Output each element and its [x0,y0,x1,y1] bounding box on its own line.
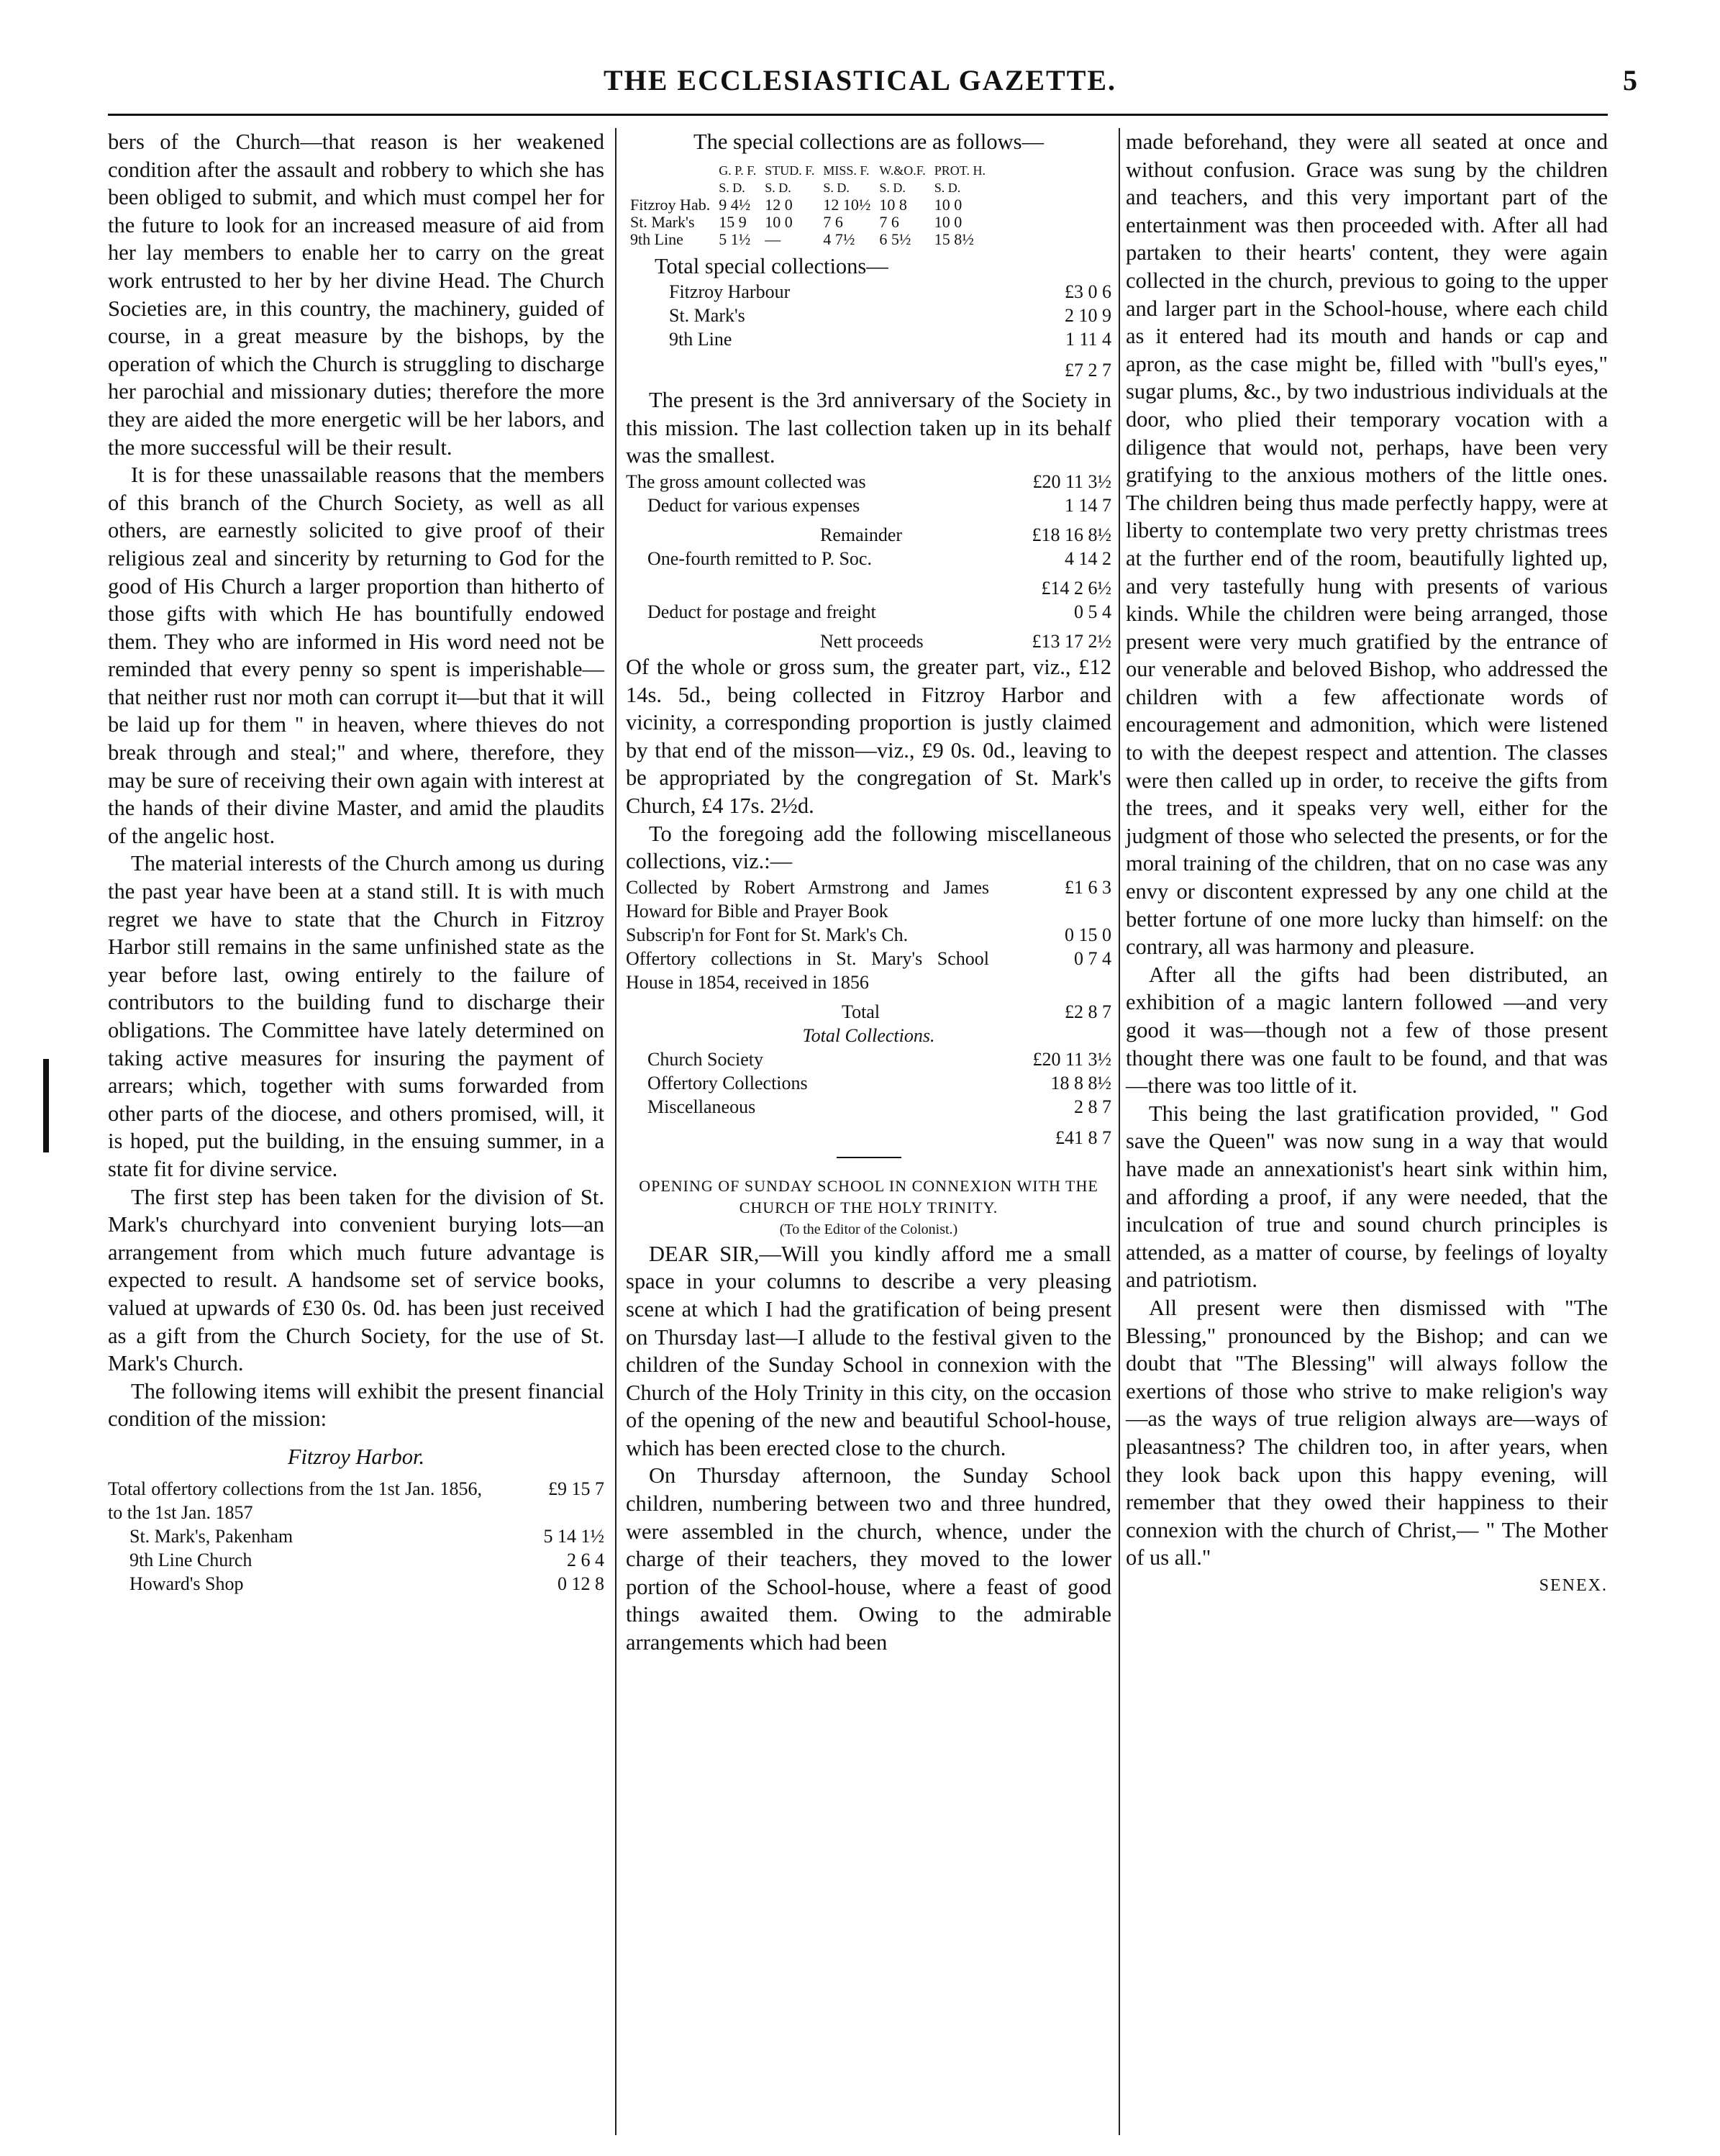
paragraph: This being the last gratification provided, " God save the Queen" was now sung in a way that would have made an annexationist's heart sink within him, and affording a proof, if any were needed, that the inculcation of true and sound church principles is attended, as a matter of course, by feelings of loyalty and patriotism. [1126,1101,1608,1293]
special-row [626,327,1111,351]
row-label: Fitzroy Harbour [669,281,791,303]
misc-row [626,875,1111,923]
paragraph: The first step has been taken for the division of St. Mark's churchyard into convenient burying lots—an arrangement from which much future advantage is expected to result. A handsome set of service books, valued at upwards of £30 0s. 0d. has been just received as a gift from the Church Society, for the use of St. Mark's Church. [108,1184,604,1376]
paragraph: The present is the 3rd anniversary of the Society in this mission. The last collection taken up in its behalf was the smallest. [626,388,1111,468]
row-amount: £1 6 3 [1065,876,1111,898]
section-divider [837,1157,901,1158]
misc-total-row [626,1000,1111,1024]
row-amount: 1 11 4 [1065,329,1111,350]
article-subtitle: (To the Editor of the Colonist.) [779,1221,958,1237]
header-rule [108,114,1608,116]
table-header [626,162,714,179]
row-amount: £13 17 2½ [1032,630,1111,652]
special-row [626,280,1111,304]
grand-total-row [626,1126,1111,1150]
spacer [626,576,989,600]
row-label: Church Society [647,1048,764,1070]
row-label: One-fourth remitted to P. Soc. [647,547,872,569]
row-amount: £3 0 6 [1065,281,1111,303]
table-row [626,231,990,248]
paragraph: Of the whole or gross sum, the greater part, viz., £12 14s. 5d., being collected in Fitzroy Harbor and vicinity, a corresponding proportion is justly claimed by that end of the misson—viz., £9 0s. 0d., leaving to be appropriated by the congregation of St. Mark's Church, £4 17s. 2½d. [626,654,1111,818]
row-amount: £2 8 7 [1065,1001,1111,1022]
row-label: St. Mark's, Pakenham [129,1525,294,1547]
special-total: £7 2 7 [1065,360,1111,381]
paragraph: made beforehand, they were all seated at once and without confusion. Grace was sung by the children and teachers, and this very important part of the entertainment was then proceeded with. After all had partaken to their hearts' content, they were again collected in the church, previous to going to the upper and larger part in the School-house, where each child as it entered had its mouth and hands or cap and apron, as the case might be, filled with "bull's eyes," sugar plums, &c., by two industrious individuals at the door, who plied their temporary vocation with a diligence that would not, perhaps, have been very gratifying to the anxious mothers of the little ones. The children being thus made perfectly happy, were at liberty to contemplate two very pretty christmas trees at the further end of the room, beautifully lighted up, and very tastefully hung with presents of various kinds. While the children were being arranged, those present were very much gratified by the entrance of our venerable and beloved Bishop, who addressed the children with a few affectionate words of encouragement and admonition, which were listened to with the deepest respect and attention. The classes were then called up in order, to receive the gifts from the trees, and it speaks very well, either for the judgment of those who selected the presents, or for the moral training of the children, that on no case was any envy or discontent expressed by any one child at the better fortune of one more lucky than himself: on the contrary, all was harmony and pleasure. [1126,129,1608,960]
row-amount: 2 10 9 [1065,305,1111,327]
table-cell: 15 8½ [934,229,974,248]
row-amount: 0 15 0 [1065,924,1111,945]
offertory-row [108,1548,604,1572]
paragraph: It is for these unassailable reasons that the members of this branch of the Church Society, as well as all others, are earnestly solicited to give proof of their religious zeal and sincerity by returning to God for the good of His Church a larger proportion than hitherto of those gifts with which He has bountifully endowed them. They who are informed in His word need not be reminded that every penny so spent is imperishable—that neither rust nor moth can corrupt it—but that it will be laid up for them " in heaven, where thieves do not break through and steal;" and where, therefore, they may be sure of receiving their own again with interest at the hands of their divine Master, and amid the plaudits of the angelic host. [108,463,604,848]
total-collections-title: Total Collections. [802,1024,935,1046]
margin-mark [43,1059,49,1152]
row-label: Nett proceeds [820,630,924,652]
table-cell: 10 0 [765,212,793,231]
row-amount: 2 6 4 [567,1549,604,1570]
paragraph: After all the gifts had been distributed, an exhibition of a magic lantern followed —and very good it was—though not a few of those present thought there was one fault to be found, and that was—there was too little of it. [1126,962,1608,1099]
special-collections-table [626,162,990,248]
row-amount: 5 14 1½ [543,1525,604,1547]
page-header [0,63,1720,106]
special-total-title: Total special collections— [655,253,888,278]
remainder-row [626,523,1111,547]
table-header [626,179,714,196]
table-header: S. D. [934,180,961,195]
spacer [626,358,989,382]
table-cell: 4 7½ [823,229,855,248]
row-amount: £18 16 8½ [1032,524,1111,545]
table-header: PROT. H. [934,163,986,178]
misc-row [626,947,1111,994]
signature: SENEX. [1539,1575,1608,1595]
collections-row [626,1071,1111,1095]
paragraph: To the foregoing add the following miscellaneous collections, viz.:— [626,821,1111,874]
page-number: 5 [1623,64,1637,96]
table-cell: 5 1½ [719,229,751,248]
gross-row [626,470,1111,493]
row-label: Deduct for various expenses [647,494,860,516]
row-amount: 1 14 7 [1065,494,1111,516]
row-label: Howard's Shop [129,1573,244,1594]
paragraph: The following items will exhibit the present financial condition of the mission: [108,1378,604,1432]
row-label: Offertory Collections [647,1072,808,1093]
row-amount: 2 8 7 [1074,1096,1111,1117]
row-amount: 0 5 4 [1074,601,1111,622]
table-cell: 12 0 [765,195,793,214]
row-label: 9th Line Church [129,1549,252,1570]
table-header: S. D. [719,180,745,195]
row-amount: 0 7 4 [1074,947,1111,969]
table-header: W.&O.F. [879,163,926,178]
table-cell: 9th Line [630,229,683,248]
table-header: S. D. [765,180,791,195]
special-row [626,304,1111,327]
special-total-row [626,358,1111,382]
row-label: Miscellaneous [647,1096,756,1117]
table-cell: 10 0 [934,212,963,231]
table-header: S. D. [879,180,906,195]
table-cell: 7 6 [879,212,899,231]
column-divider-1 [615,128,616,2135]
paragraph: DEAR SIR,—Will you kindly afford me a small space in your columns to describe a very pleasing scene at which I had the gratification of being present on Thursday last—I allude to the festival given to the children of the Sunday School in connexion with the Church of the Holy Trinity in this city, on the occasion of the opening of the new and beautiful School-house, which has been erected close to the church. [626,1241,1111,1460]
row-label: Collected by Robert Armstrong and James Howard for Bible and Prayer Book [626,876,989,922]
article-title: OPENING OF SUNDAY SCHOOL IN CONNEXION WITH THE CHURCH OF THE HOLY TRINITY. [639,1176,1098,1216]
table-header: S. D. [823,180,850,195]
table-cell: 9 4½ [719,195,751,214]
offertory-intro: Total offertory collections from the 1st Jan. 1856, to the 1st Jan. 1857 [108,1478,482,1523]
row-label: Remainder [820,524,903,545]
table-cell: 15 9 [719,212,747,231]
row-label: The gross amount collected was [626,470,866,492]
table-cell: 10 8 [879,195,907,214]
column-divider-2 [1119,128,1120,2135]
paragraph: On Thursday afternoon, the Sunday School children, numbering between two and three hundred, were assembled in the church, whence, under the charge of their teachers, they moved to the lower portion of the School-house, where a feast of good things awaited them. Owing to the admirable arrangements which had been [626,1463,1111,1655]
subtotal-row [626,576,1111,600]
paragraph: The special collections are as follows— [693,129,1044,154]
row-label: Deduct for postage and freight [647,601,876,622]
row-label: 9th Line [669,329,732,350]
table-subheader-row [626,179,990,196]
table-header-row [626,162,990,179]
row-amount: £20 11 3½ [1032,470,1111,492]
nett-row [626,629,1111,653]
collections-row [626,1095,1111,1119]
row-amount: 4 14 2 [1065,547,1111,569]
table-cell: St. Mark's [630,212,695,231]
section-subhead: Fitzroy Harbor. [287,1444,425,1469]
row-label: Offertory collections in St. Mary's School House in 1854, received in 1856 [626,947,989,993]
deduct-row [626,493,1111,517]
column-3 [1126,128,1608,1599]
spacer [626,1126,989,1150]
table-row [626,196,990,214]
table-cell: 10 0 [934,195,963,214]
fourth-row [626,547,1111,570]
row-amount: 18 8 8½ [1050,1072,1111,1093]
collections-row [626,1047,1111,1071]
table-cell: — [765,229,781,248]
column-1 [108,128,604,1596]
table-header: MISS. F. [823,163,870,178]
row-amount: 0 12 8 [558,1573,604,1594]
row-amount: £20 11 3½ [1032,1048,1111,1070]
offertory-total-row [108,1477,604,1524]
paragraph: All present were then dismissed with "The Blessing," pronounced by the Bishop; and can we doubt that "The Blessing" will always follow the exertions of those who strive to make religion's way —as the ways of true religion always are—ways of pleasantness? The children too, in after years, when they look back upon this happy evening, will remember that they owed their happiness to their connexion with the church of Christ,— " The Mother of us all." [1126,1295,1608,1570]
table-cell: Fitzroy Hab. [630,195,711,214]
grand-total: £41 8 7 [1055,1127,1111,1148]
row-label: Subscrip'n for Font for St. Mark's Ch. [626,924,909,945]
offertory-row [108,1524,604,1548]
row-label: Total [842,1001,881,1022]
column-2 [626,128,1111,1657]
table-row [626,214,990,231]
gazette-title: THE ECCLESIASTICAL GAZETTE. [603,64,1117,96]
table-cell: 6 5½ [879,229,911,248]
offertory-total: £9 15 7 [548,1478,604,1499]
table-cell: 12 10½ [823,195,871,214]
row-amount: £14 2 6½ [1041,577,1111,599]
row-label: St. Mark's [669,305,745,327]
offertory-row [108,1572,604,1596]
table-header: G. P. F. [719,163,757,178]
paragraph: The material interests of the Church among us during the past year have been at a stand still. It is with much regret we have to state that the Church in Fitzroy Harbor still remains in the same unfinished state as the year before last, owing entirely to the failure of contributors to the building fund to discharge their obligations. The Committee have lately determined on taking active measures for insuring the payment of arrears; which, together with sums forwarded from other parts of the diocese, and others promised, will, it is hoped, put the building, in the ensuing summer, in a state fit for divine service. [108,851,604,1181]
table-header: STUD. F. [765,163,815,178]
misc-row [626,923,1111,947]
table-cell: 7 6 [823,212,843,231]
postage-row [626,600,1111,624]
paragraph: bers of the Church—that reason is her weakened condition after the assault and robbery to which she has been obliged to submit, and which must compel her for the future to look for an increased measure of aid from her lay members to enable her to carry on the great work entrusted to her by her divine Head. The Church Societies are, in this country, the machinery, guided of course, in a great measure by the bishops, by the operation of which the Church is struggling to discharge her parochial and missionary duties; therefore the more they are aided the more energetic will be her labors, and the more successful will be their result. [108,129,604,460]
